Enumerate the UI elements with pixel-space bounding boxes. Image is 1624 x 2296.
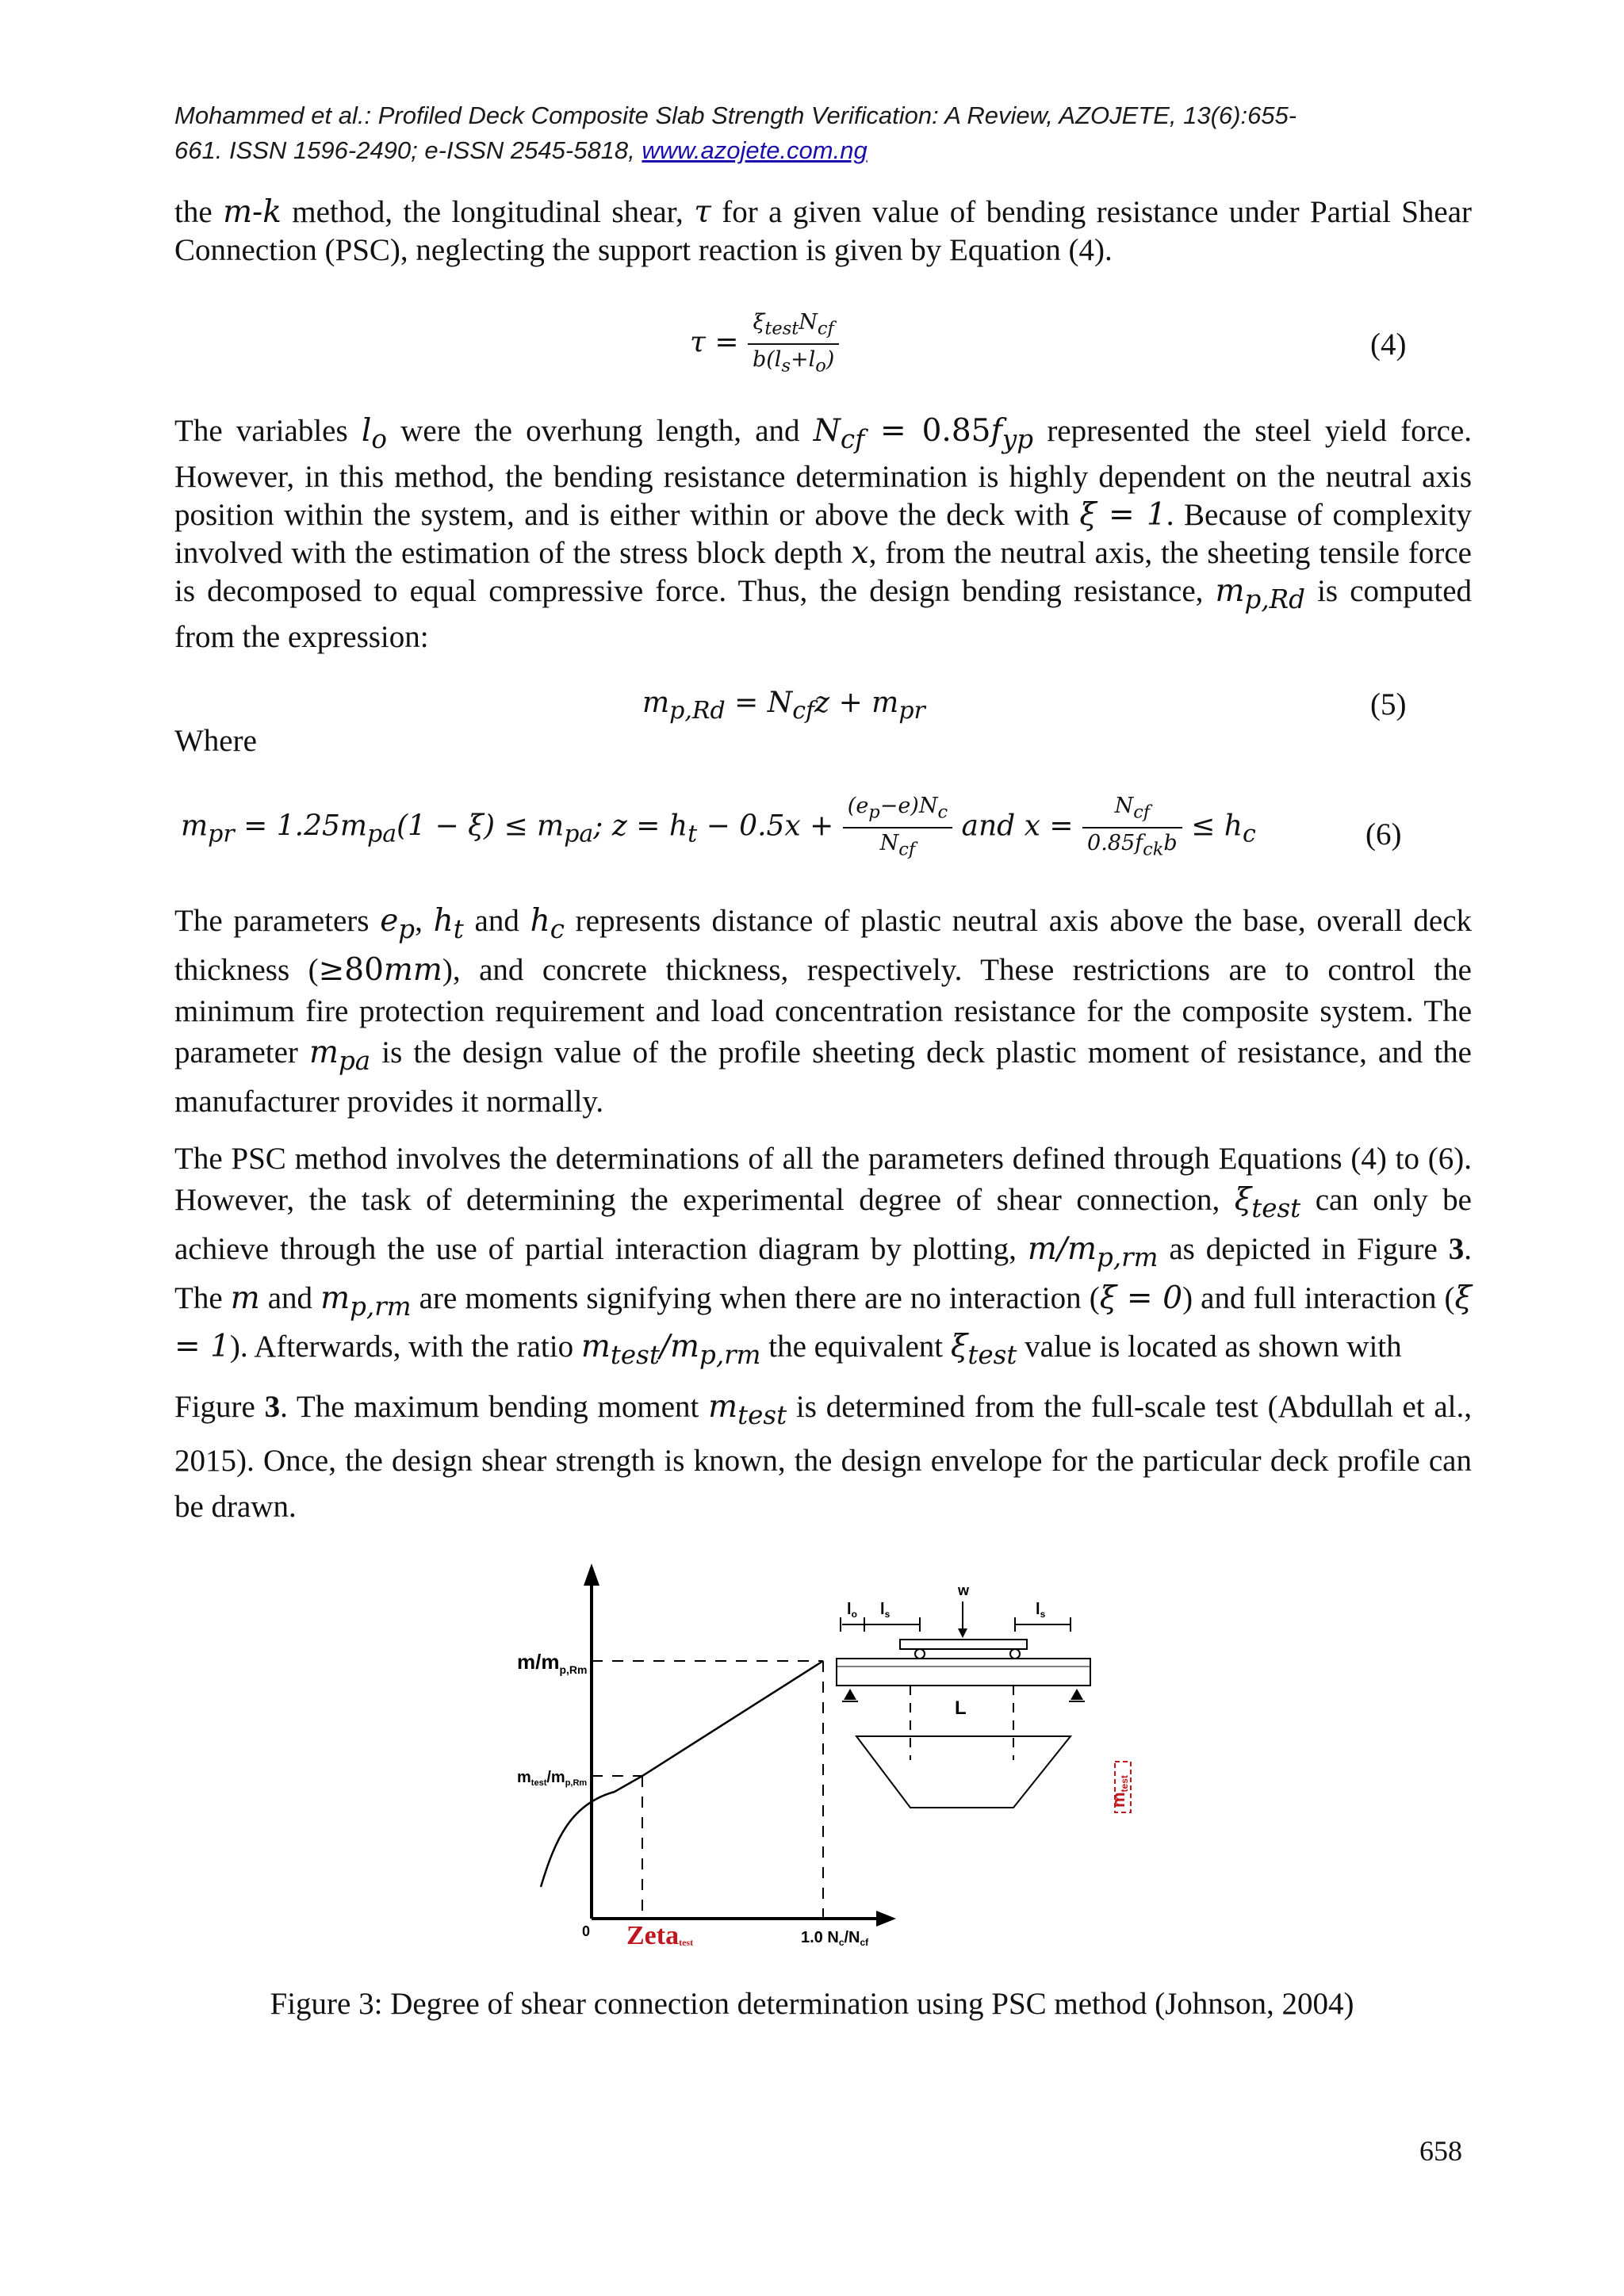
partial-interaction-curve <box>541 1661 823 1887</box>
x-end-label: 1.0 $N_c/N_{cf}$ <box>801 1929 869 1948</box>
x-axis-arrow <box>876 1911 896 1927</box>
paragraph-2: The variables $l_o$ were the overhung length, and $N_{cf} = 0.85f_{yp}$ represented the steel yield force. However, in this method, the bending resistance determination is highly dependent on the neutral axis position within the system, and is either within or above the deck with ξ = 1. Because of complexity involved with the estimation of the stress block depth x, from the neutral axis, the sheeting tensile force is decomposed to equal compressive force. Thus, the design bending resistance, $m_{p,Rd}$ is computed from the expression: <box>174 413 1473 654</box>
equation-4-number: (4) <box>1370 327 1407 362</box>
paragraph-1: the m-k method, the longitudinal shear, τ for a given value of bending resistance under Partial Shear Connection (PSC), neglecting the support reaction is given by Equation (4). <box>174 194 1472 267</box>
ls-left-label: $l_s$ <box>880 1601 891 1620</box>
equation-6-number: (6) <box>1365 817 1402 851</box>
ls-right-label: $l_s$ <box>1036 1601 1046 1620</box>
left-support <box>844 1689 856 1700</box>
origin-label: 0 <box>582 1923 591 1939</box>
where-label: Where <box>174 724 257 758</box>
y-axis-arrow <box>584 1563 599 1586</box>
mtest-label: mtest <box>1109 1775 1130 1808</box>
lo-label: $l_o$ <box>847 1601 857 1620</box>
equation-6: $m_{pr} = 1.25m_{pa}(1 - \xi) \le m_{pa}$; $z = h_t - 0.5x$ + $\frac{(e_p-e)N_c}{N_{cf}}$ and x = $\frac{N_{cf}}{0.85f_{ck}b}$ ≤ $h_c$ <box>181 794 1256 860</box>
equation-5: $m_{p,Rd} = N_{cf}z + m_{pr}$ <box>642 687 925 725</box>
equation-5-number: (5) <box>1370 687 1407 721</box>
zeta-test-label: Zetatest <box>626 1921 694 1950</box>
figure-3-diagram <box>476 1554 1189 1950</box>
equation-4: τ = $\frac{\xi_{test}N_{cf}}{b(l_s+l_o)}$ <box>690 309 839 380</box>
y-mid-label: $m_{test}/m_{p,Rm}$ <box>517 1769 588 1788</box>
paragraph-5: Figure 3. The maximum bending moment $m_{test}$ is determined from the full-scale test (Abdullah et al., 2015). Once, the design shear strength is known, the design envelope for the particular deck profile can be drawn. <box>174 1389 1473 1524</box>
spreader-beam <box>900 1640 1027 1649</box>
composite-slab <box>837 1659 1090 1686</box>
page-number: 658 <box>1419 2135 1462 2167</box>
running-header <box>174 98 1475 168</box>
load-w-label: w <box>958 1582 970 1598</box>
header-issn <box>174 133 1475 168</box>
bending-moment-diagram <box>856 1736 1071 1808</box>
right-support <box>1071 1689 1083 1700</box>
beam-test-setup <box>837 1582 1131 1812</box>
y-top-label: $m/m_{p,Rm}$ <box>517 1650 588 1676</box>
journal-link[interactable]: www.azojete.com.ng <box>642 136 868 164</box>
span-L-label: L <box>955 1697 967 1719</box>
mk-term: m-k <box>223 194 282 230</box>
figure-3-caption: Figure 3: Degree of shear connection determination using PSC method (Johnson, 2004) <box>270 1987 1354 2021</box>
paragraph-4: The PSC method involves the determinations of all the parameters defined through Equations (4) to (6). However, the task of determining the experimental degree of shear connection, $\xi_{test}$ can only be achieve through the use of partial interaction diagram by plotting, $m/m_{p,rm}$ as depicted in Figure 3. The m and $m_{p,rm}$ are moments signifying when there are no interaction (ξ = 0) and full interaction (ξ = 1). Afterwards, with the ratio $m_{test}/m_{p,rm}$ the equivalent $\xi_{test}$ value is located as shown with <box>174 1142 1473 1371</box>
paragraph-3: The parameters $e_p$, $h_t$ and $h_c$ represents distance of plastic neutral axis above the base, overall deck thickness (≥80mm), and concrete thickness, respectively. These restrictions are to control the minimum fire protection requirement and load concentration resistance for the composite system. The parameter $m_{pa}$ is the design value of the profile sheeting deck plastic moment of resistance, and the manufacturer provides it normally. <box>174 903 1473 1119</box>
header-citation: Mohammed et al.: Profiled Deck Composite Slab Strength Verification: A Review, AZOJETE, 13(6):655- <box>174 101 1297 129</box>
header-issn-text: 661. ISSN 1596-2490; e-ISSN 2545-5818, <box>174 136 642 164</box>
